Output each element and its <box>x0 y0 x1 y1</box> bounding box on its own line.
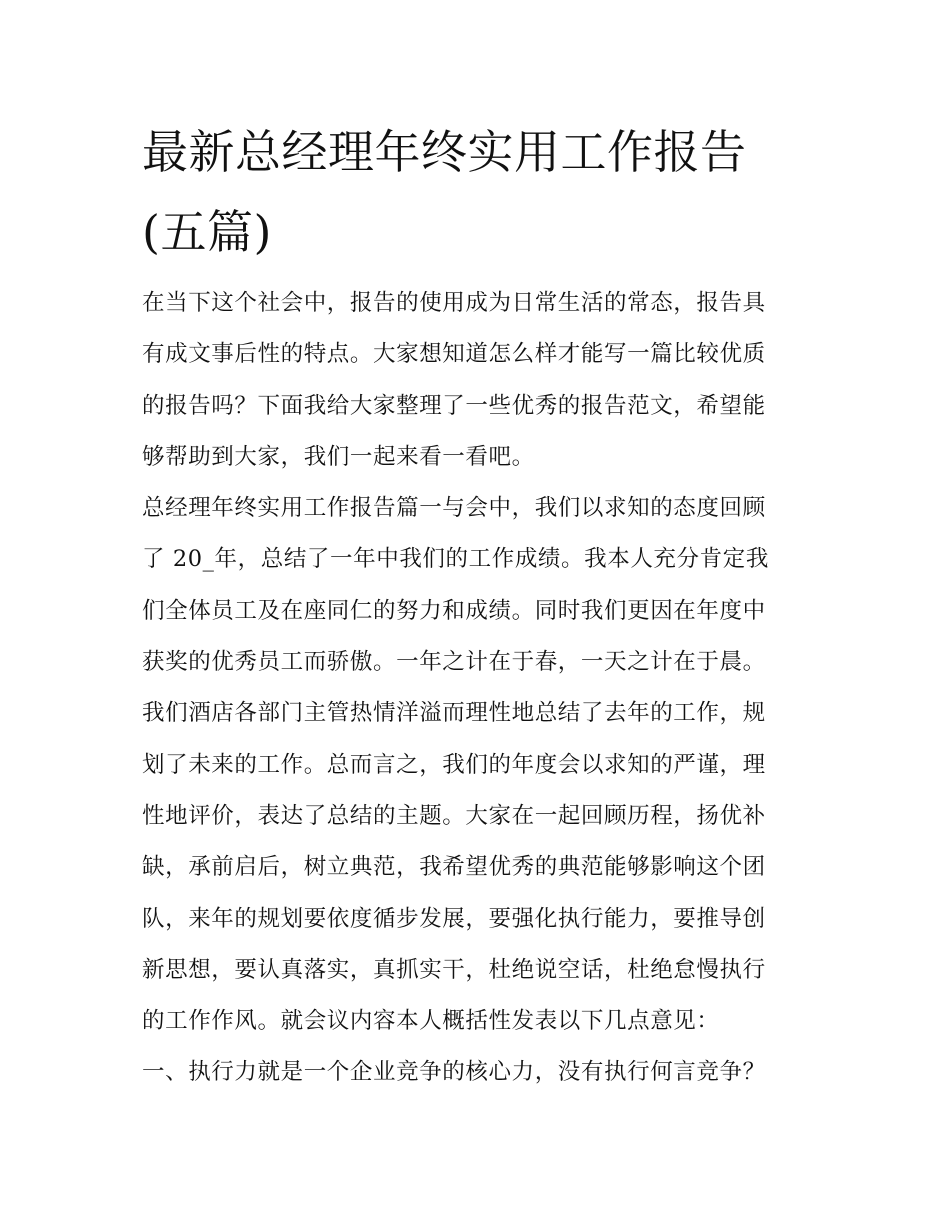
document-title <box>142 112 814 272</box>
title-line: (五篇) <box>142 205 272 259</box>
report-paragraph <box>142 483 814 1047</box>
text-line: 的工作作风。就会议内容本人概括性发表以下几点意见： <box>142 1008 720 1035</box>
text-line: 我们酒店各部门主管热情洋溢而理性地总结了去年的工作，规 <box>142 700 766 727</box>
text-line: 们全体员工及在座同仁的努力和成绩。同时我们更因在年度中 <box>142 597 766 624</box>
text-line: 了 20_年，总结了一年中我们的工作成绩。我本人充分肯定我 <box>142 546 769 573</box>
text-line: 缺，承前启后，树立典范，我希望优秀的典范能够影响这个团 <box>142 854 766 881</box>
title-line: 最新总经理年终实用工作报告 <box>142 125 747 179</box>
text-line: 在当下这个社会中，报告的使用成为日常生活的常态，报告具 <box>142 290 766 316</box>
document-body <box>142 112 814 1099</box>
text-line: 够帮助到大家，我们一起来看一看吧。 <box>142 443 535 470</box>
text-line: 一、执行力就是一个企业竞争的核心力，没有执行何言竞争？ <box>142 1059 766 1086</box>
text-line: 有成文事后性的特点。大家想知道怎么样才能写一篇比较优质 <box>142 341 766 368</box>
text-line: 总经理年终实用工作报告篇一与会中，我们以求知的态度回顾 <box>142 495 766 522</box>
text-line: 性地评价，表达了总结的主题。大家在一起回顾历程，扬优补 <box>142 802 766 829</box>
text-line: 获奖的优秀员工而骄傲。一年之计在于春，一天之计在于晨。 <box>142 649 766 676</box>
text-line: 新思想，要认真落实，真抓实干，杜绝说空话，杜绝怠慢执行 <box>142 956 766 983</box>
text-line: 队，来年的规划要依度循步发展，要强化执行能力，要推导创 <box>142 905 766 932</box>
text-line: 的报告吗？下面我给大家整理了一些优秀的报告范文，希望能 <box>142 392 766 419</box>
intro-paragraph <box>142 278 814 483</box>
text-line: 划了未来的工作。总而言之，我们的年度会以求知的严谨，理 <box>142 751 766 778</box>
point-one-paragraph <box>142 1047 814 1098</box>
